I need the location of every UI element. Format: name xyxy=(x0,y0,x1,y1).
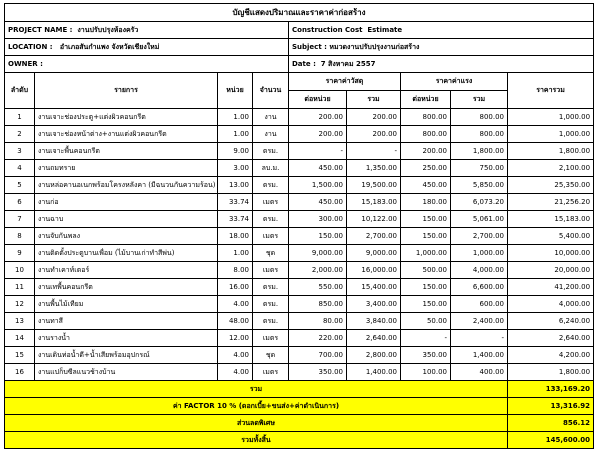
row-item: งานพื้นไม้เทียม xyxy=(35,296,218,313)
row-total: 2,100.00 xyxy=(508,160,594,177)
row-no: 16 xyxy=(5,364,35,381)
row-total: 5,400.00 xyxy=(508,228,594,245)
row-unit: ลบ.ม. xyxy=(253,160,289,177)
row-material-per-unit: 200.00 xyxy=(289,109,347,126)
row-no: 15 xyxy=(5,347,35,364)
location-label: LOCATION : xyxy=(8,42,53,51)
estimate-label: Estimate xyxy=(367,25,403,34)
row-total: 41,200.00 xyxy=(508,279,594,296)
row-no: 13 xyxy=(5,313,35,330)
row-labor-sum: 6,600.00 xyxy=(451,279,508,296)
row-qty: 4.00 xyxy=(218,364,253,381)
table-row xyxy=(5,279,594,296)
summary-label: รวมทั้งสิ้น xyxy=(5,432,508,449)
row-qty: 8.00 xyxy=(218,262,253,279)
row-material-per-unit: 850.00 xyxy=(289,296,347,313)
row-total: 1,000.00 xyxy=(508,126,594,143)
row-no: 10 xyxy=(5,262,35,279)
table-row xyxy=(5,296,594,313)
row-labor-per-unit: 50.00 xyxy=(401,313,451,330)
row-labor-sum: - xyxy=(451,330,508,347)
summary-row xyxy=(5,415,594,432)
row-item: งานถมทราย xyxy=(35,160,218,177)
row-material-sum: 200.00 xyxy=(347,126,401,143)
location-cell xyxy=(5,39,289,56)
construction-label: Construction Cost xyxy=(292,25,363,34)
row-labor-per-unit: - xyxy=(401,330,451,347)
row-item: งานติดตั้งประตูบานเพื่อม (ไม้บานเก่าทำสีพ่น) xyxy=(35,245,218,262)
row-material-sum: 2,800.00 xyxy=(347,347,401,364)
row-labor-per-unit: 1,000.00 xyxy=(401,245,451,262)
row-item: งานแปก็บซีลแนวช้างบ้าน xyxy=(35,364,218,381)
row-item: งานเทพื้นคอนกรีต xyxy=(35,279,218,296)
row-material-sum: 1,350.00 xyxy=(347,160,401,177)
row-total: 6,240.00 xyxy=(508,313,594,330)
row-item: งานก่อ xyxy=(35,194,218,211)
row-qty: 1.00 xyxy=(218,245,253,262)
row-labor-sum: 1,400.00 xyxy=(451,347,508,364)
row-labor-sum: 4,000.00 xyxy=(451,262,508,279)
row-material-sum: 2,640.00 xyxy=(347,330,401,347)
date-label: Date : xyxy=(292,59,316,68)
table-row xyxy=(5,245,594,262)
table-row xyxy=(5,347,594,364)
row-no: 12 xyxy=(5,296,35,313)
row-labor-sum: 1,800.00 xyxy=(451,143,508,160)
row-item: งานจับกันพลง xyxy=(35,228,218,245)
row-material-per-unit: 1,500.00 xyxy=(289,177,347,194)
row-total: 1,800.00 xyxy=(508,143,594,160)
row-labor-per-unit: 500.00 xyxy=(401,262,451,279)
row-labor-per-unit: 200.00 xyxy=(401,143,451,160)
row-labor-sum: 5,061.00 xyxy=(451,211,508,228)
row-unit: ตรม. xyxy=(253,313,289,330)
row-material-per-unit: 450.00 xyxy=(289,194,347,211)
owner-cell: OWNER : xyxy=(5,56,289,73)
row-item: งานเจาะช่องประตู+แต่งผิวคอนกรีต xyxy=(35,109,218,126)
row-total: 10,000.00 xyxy=(508,245,594,262)
row-unit: ชุด xyxy=(253,245,289,262)
row-unit: เมตร xyxy=(253,194,289,211)
row-qty: 48.00 xyxy=(218,313,253,330)
row-qty: 13.00 xyxy=(218,177,253,194)
construction-cost-cell xyxy=(289,22,594,39)
project-label: PROJECT NAME : xyxy=(8,25,73,34)
header-labor: ราคาค่าแรง xyxy=(401,73,508,91)
row-labor-sum: 1,000.00 xyxy=(451,245,508,262)
row-qty: 4.00 xyxy=(218,296,253,313)
row-material-per-unit: 550.00 xyxy=(289,279,347,296)
row-labor-per-unit: 250.00 xyxy=(401,160,451,177)
row-unit: เมตร xyxy=(253,228,289,245)
row-total: 1,000.00 xyxy=(508,109,594,126)
row-labor-per-unit: 180.00 xyxy=(401,194,451,211)
header-qty: จำนวน xyxy=(253,73,289,109)
table-row xyxy=(5,330,594,347)
row-unit: ตรม. xyxy=(253,296,289,313)
row-unit: งาน xyxy=(253,109,289,126)
row-total: 25,350.00 xyxy=(508,177,594,194)
row-qty: 4.00 xyxy=(218,347,253,364)
row-material-per-unit: 2,000.00 xyxy=(289,262,347,279)
header-no: ลำดับ xyxy=(5,73,35,109)
row-item: งานทำเคาท์เตอร์ xyxy=(35,262,218,279)
row-material-sum: 15,183.00 xyxy=(347,194,401,211)
row-labor-per-unit: 100.00 xyxy=(401,364,451,381)
row-no: 8 xyxy=(5,228,35,245)
row-unit: ตรม. xyxy=(253,211,289,228)
row-total: 4,000.00 xyxy=(508,296,594,313)
row-material-per-unit: - xyxy=(289,143,347,160)
summary-row xyxy=(5,432,594,449)
header-labor-sum: รวม xyxy=(451,91,508,109)
table-row xyxy=(5,194,594,211)
row-material-sum: 1,400.00 xyxy=(347,364,401,381)
row-qty: 16.00 xyxy=(218,279,253,296)
location-value: อำเภอสันกำแพง จังหวัดเชียงใหม่ xyxy=(59,42,160,51)
row-unit: ชุด xyxy=(253,347,289,364)
header-unit: หน่วย xyxy=(218,73,253,109)
row-no: 4 xyxy=(5,160,35,177)
row-material-sum: 16,000.00 xyxy=(347,262,401,279)
row-qty: 9.00 xyxy=(218,143,253,160)
row-item: งานฉาบ xyxy=(35,211,218,228)
row-material-sum: 10,122.00 xyxy=(347,211,401,228)
table-row xyxy=(5,262,594,279)
row-item: งานเดินท่อน้ำดี+น้ำเสียพร้อมอุปกรณ์ xyxy=(35,347,218,364)
row-labor-sum: 600.00 xyxy=(451,296,508,313)
row-item: งานเจาะพื้นคอนกรีต xyxy=(35,143,218,160)
project-name-cell xyxy=(5,22,289,39)
header-item: รายการ xyxy=(35,73,218,109)
row-unit: เมตร xyxy=(253,364,289,381)
summary-value: 13,316.92 xyxy=(508,398,594,415)
row-unit: งาน xyxy=(253,126,289,143)
subject-cell: Subject : หมวดงานปรับปรุงงานก่อสร้าง xyxy=(289,39,594,56)
row-unit: ตรม. xyxy=(253,279,289,296)
row-no: 11 xyxy=(5,279,35,296)
row-material-per-unit: 150.00 xyxy=(289,228,347,245)
row-unit: ตรม. xyxy=(253,177,289,194)
header-material: ราคาค่าวัสดุ xyxy=(289,73,401,91)
date-cell xyxy=(289,56,594,73)
row-labor-sum: 800.00 xyxy=(451,126,508,143)
table-row xyxy=(5,126,594,143)
row-qty: 3.00 xyxy=(218,160,253,177)
row-labor-per-unit: 150.00 xyxy=(401,296,451,313)
row-labor-sum: 2,700.00 xyxy=(451,228,508,245)
row-material-sum: 3,840.00 xyxy=(347,313,401,330)
row-qty: 33.74 xyxy=(218,211,253,228)
row-qty: 12.00 xyxy=(218,330,253,347)
row-labor-sum: 800.00 xyxy=(451,109,508,126)
table-row xyxy=(5,228,594,245)
summary-label: ส่วนลดพิเศษ xyxy=(5,415,508,432)
project-value: งานปรับปรุงห้องครัว xyxy=(77,25,139,34)
header-total: ราคารวม xyxy=(508,73,594,109)
row-labor-sum: 6,073.20 xyxy=(451,194,508,211)
row-material-per-unit: 220.00 xyxy=(289,330,347,347)
row-labor-sum: 750.00 xyxy=(451,160,508,177)
header-material-sum: รวม xyxy=(347,91,401,109)
row-no: 6 xyxy=(5,194,35,211)
date-value: 7 สิงหาคม 2557 xyxy=(320,59,376,68)
row-qty: 18.00 xyxy=(218,228,253,245)
summary-value: 133,169.20 xyxy=(508,381,594,398)
table-row xyxy=(5,313,594,330)
row-material-sum: 19,500.00 xyxy=(347,177,401,194)
table-row xyxy=(5,109,594,126)
row-no: 5 xyxy=(5,177,35,194)
row-material-per-unit: 350.00 xyxy=(289,364,347,381)
row-total: 4,200.00 xyxy=(508,347,594,364)
row-material-per-unit: 80.00 xyxy=(289,313,347,330)
summary-label: ค่า FACTOR 10 % (ดอกเบี้ย+ขนส่ง+ค่าดำเนินการ) xyxy=(5,398,508,415)
row-material-per-unit: 700.00 xyxy=(289,347,347,364)
row-unit: ตรม. xyxy=(253,143,289,160)
row-labor-per-unit: 800.00 xyxy=(401,126,451,143)
row-material-sum: - xyxy=(347,143,401,160)
row-qty: 33.74 xyxy=(218,194,253,211)
row-item: งานหล่อคานอเนกพร้อมโครงหลังคา (มีฉนวนกันความร้อน) xyxy=(35,177,218,194)
sheet-title: บัญชีแสดงปริมาณและราคาค่าก่อสร้าง xyxy=(5,4,594,22)
summary-row xyxy=(5,398,594,415)
row-qty: 1.00 xyxy=(218,109,253,126)
row-material-sum: 2,700.00 xyxy=(347,228,401,245)
table-row xyxy=(5,364,594,381)
row-no: 3 xyxy=(5,143,35,160)
row-labor-sum: 2,400.00 xyxy=(451,313,508,330)
row-qty: 1.00 xyxy=(218,126,253,143)
row-labor-per-unit: 150.00 xyxy=(401,211,451,228)
row-no: 7 xyxy=(5,211,35,228)
row-labor-per-unit: 150.00 xyxy=(401,279,451,296)
row-material-per-unit: 300.00 xyxy=(289,211,347,228)
row-item: งานทาสี xyxy=(35,313,218,330)
row-material-sum: 200.00 xyxy=(347,109,401,126)
row-material-sum: 9,000.00 xyxy=(347,245,401,262)
row-total: 15,183.00 xyxy=(508,211,594,228)
cost-estimate-sheet xyxy=(4,3,593,449)
row-no: 2 xyxy=(5,126,35,143)
row-unit: เมตร xyxy=(253,330,289,347)
row-item: งานรางน้ำ xyxy=(35,330,218,347)
header-material-per-unit: ต่อหน่วย xyxy=(289,91,347,109)
row-item: งานเจาะช่องหน้าต่าง+งานแต่งผิวคอนกรีต xyxy=(35,126,218,143)
row-labor-per-unit: 800.00 xyxy=(401,109,451,126)
table-row xyxy=(5,177,594,194)
row-no: 9 xyxy=(5,245,35,262)
row-material-per-unit: 200.00 xyxy=(289,126,347,143)
row-total: 1,800.00 xyxy=(508,364,594,381)
row-labor-sum: 400.00 xyxy=(451,364,508,381)
row-total: 20,000.00 xyxy=(508,262,594,279)
row-labor-per-unit: 450.00 xyxy=(401,177,451,194)
summary-row xyxy=(5,381,594,398)
row-labor-per-unit: 350.00 xyxy=(401,347,451,364)
table-row xyxy=(5,143,594,160)
row-no: 14 xyxy=(5,330,35,347)
row-labor-sum: 5,850.00 xyxy=(451,177,508,194)
summary-value: 856.12 xyxy=(508,415,594,432)
row-material-sum: 15,400.00 xyxy=(347,279,401,296)
row-labor-per-unit: 150.00 xyxy=(401,228,451,245)
row-unit: เมตร xyxy=(253,262,289,279)
row-total: 2,640.00 xyxy=(508,330,594,347)
summary-value: 145,600.00 xyxy=(508,432,594,449)
estimate-table xyxy=(4,3,594,449)
summary-label: รวม xyxy=(5,381,508,398)
row-total: 21,256.20 xyxy=(508,194,594,211)
header-labor-per-unit: ต่อหน่วย xyxy=(401,91,451,109)
row-no: 1 xyxy=(5,109,35,126)
row-material-sum: 3,400.00 xyxy=(347,296,401,313)
row-material-per-unit: 450.00 xyxy=(289,160,347,177)
table-row xyxy=(5,211,594,228)
row-material-per-unit: 9,000.00 xyxy=(289,245,347,262)
table-row xyxy=(5,160,594,177)
